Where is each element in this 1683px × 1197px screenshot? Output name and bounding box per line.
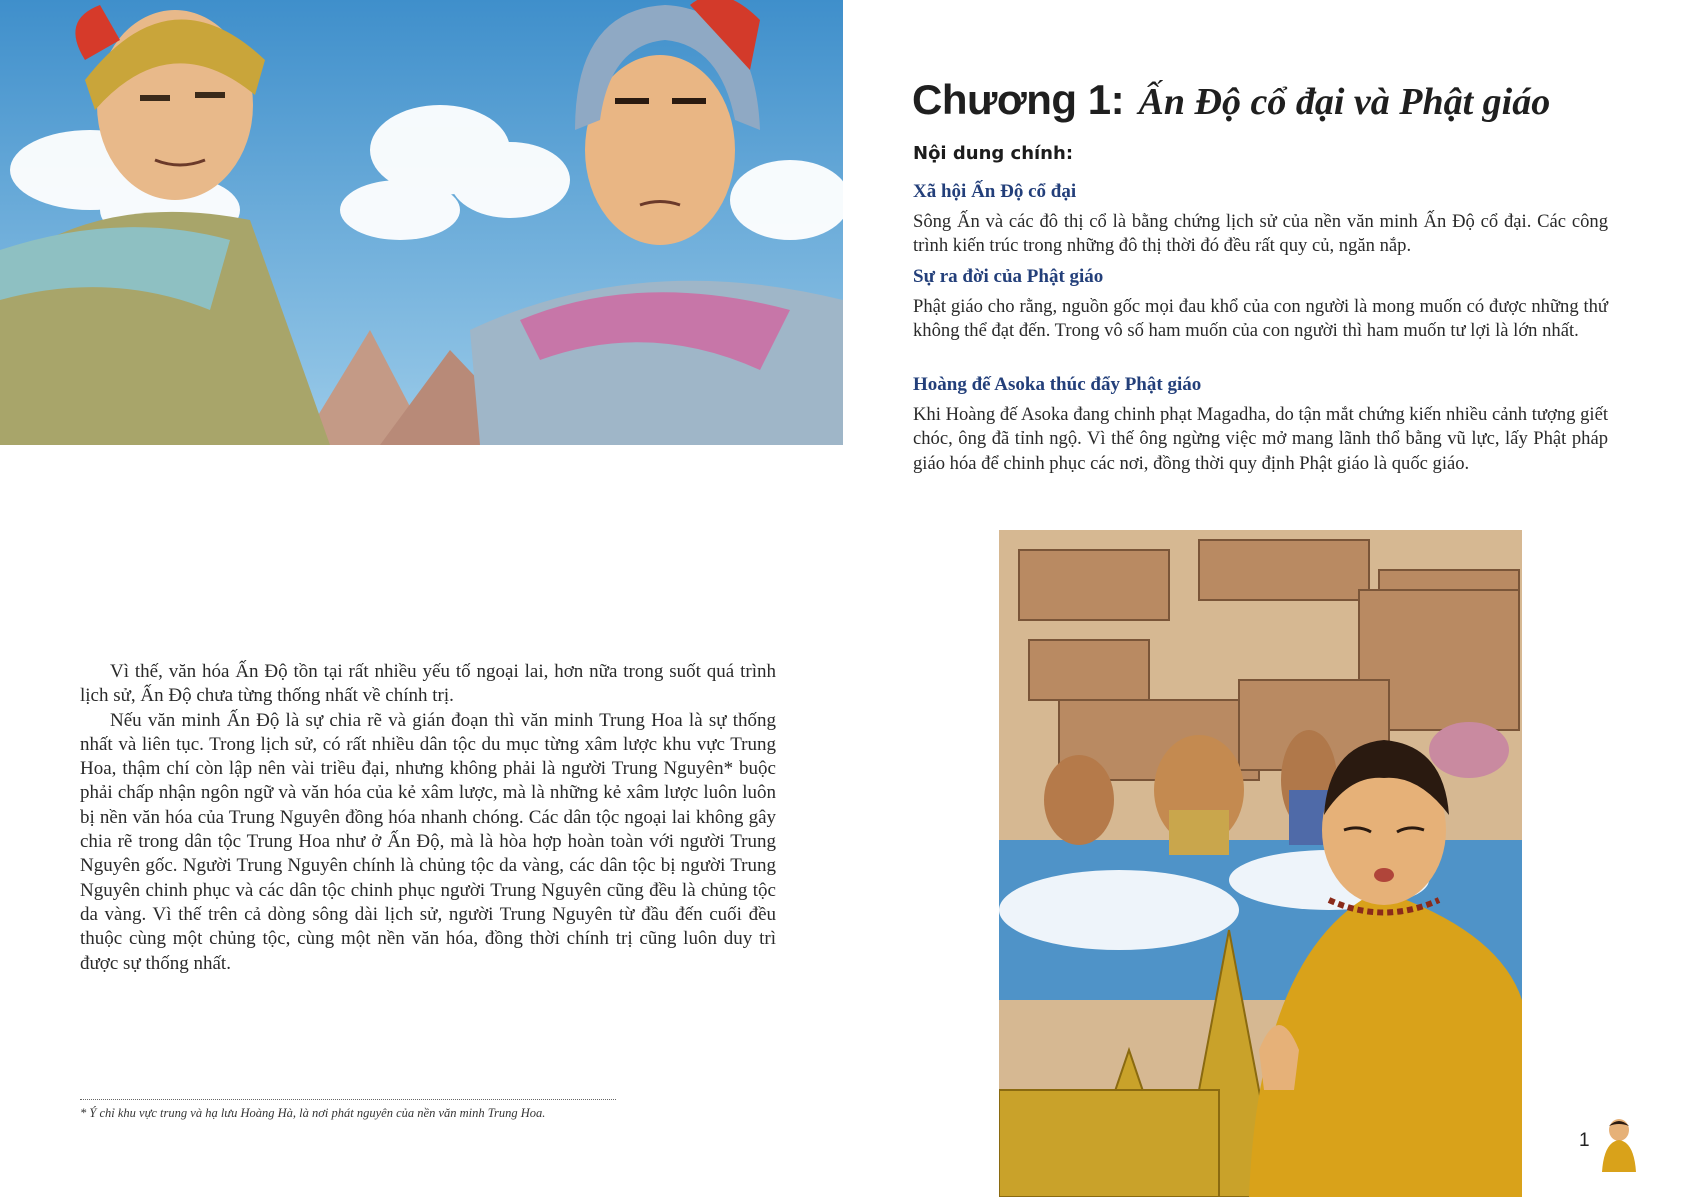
footnote: * Ý chỉ khu vực trung và hạ lưu Hoàng Hà, là nơi phát nguyên của nền văn minh Trung Hoa. [80,1106,546,1120]
summary-section [913,374,1608,476]
chapter-name: Ấn Độ cổ đại và Phật giáo [1138,81,1551,123]
comic-panel-soldiers [0,0,843,445]
section-heading: Hoàng đế Asoka thúc đẩy Phật giáo [913,374,1202,395]
soldiers-illustration [0,0,843,445]
section-text: Khi Hoàng đế Asoka đang chinh phạt Magadha, do tận mắt chứng kiến nhiều cảnh tượng giết chóc, ông đã tỉnh ngộ. Vì thế ông ngừng việc mở mang lãnh thổ bằng vũ lực, lấy Phật pháp giáo hóa để chinh phục các nơi, đồng thời quy định Phật giáo là quốc giáo. [913,404,1608,474]
summary-section [913,266,1608,344]
chapter-number: Chương 1: [912,76,1125,123]
chapter-title [912,76,1550,124]
comic-panel-buddha [999,530,1522,1197]
body-text [80,660,776,976]
buddha-mascot-icon [1598,1116,1640,1172]
summary-section [913,181,1608,259]
paragraph: Nếu văn minh Ấn Độ là sự chia rẽ và gián đoạn thì văn minh Trung Hoa là sự thống nhất và liên tục. Trong lịch sử, có rất nhiều dân tộc du mục từng xâm lược khu vực Trung Hoa, thậm chí còn lập nên vài triều đại, nhưng không phải là người Trung Nguyên* buộc phải chấp nhận ngôn ngữ và văn hóa của kẻ xâm lược, mà là những kẻ xâm lược luôn luôn bị nền văn hóa của Trung Nguyên đồng hóa nhanh chóng. Các dân tộc ngoại lai không gây chia rẽ trong dân tộc Trung Hoa như ở Ấn Độ, mà là hòa hợp hoàn toàn với người Trung Nguyên gốc. Người Trung Nguyên chính là chủng tộc da vàng, các dân tộc bị người Trung Nguyên chinh phục và các dân tộc chinh phục người Trung Nguyên cũng đều là chủng tộc da vàng. Vì thế trên cả dòng sông dài lịch sử, người Trung Nguyên từ đầu đến cuối đều thuộc cùng một chủng tộc, cùng một nền văn hóa, đồng thời chính trị cũng luôn duy trì được sự thống nhất. [80,709,776,974]
section-text: Phật giáo cho rằng, nguồn gốc mọi đau khổ của con người là mong muốn có được những thứ không thể đạt đến. Trong vô số ham muốn của con người thì ham muốn tư lợi là lớn nhất. [913,296,1608,342]
footnote-divider [80,1099,616,1100]
section-heading: Xã hội Ấn Độ cổ đại [913,181,1077,202]
summary-heading: Nội dung chính: [913,143,1074,164]
paragraph: Vì thế, văn hóa Ấn Độ tồn tại rất nhiều yếu tố ngoại lai, hơn nữa trong suốt quá trình lịch sử, Ấn Độ chưa từng thống nhất về chính trị. [80,661,776,707]
page-number: 1 [1579,1130,1590,1151]
section-heading: Sự ra đời của Phật giáo [913,266,1104,287]
section-text: Sông Ấn và các đô thị cổ là bằng chứng lịch sử của nền văn minh Ấn Độ cổ đại. Các công trình kiến trúc trong những đô thị thời đó đều rất quy củ, ngăn nắp. [913,211,1608,257]
ancient-city-buddha-illustration [999,530,1522,1197]
